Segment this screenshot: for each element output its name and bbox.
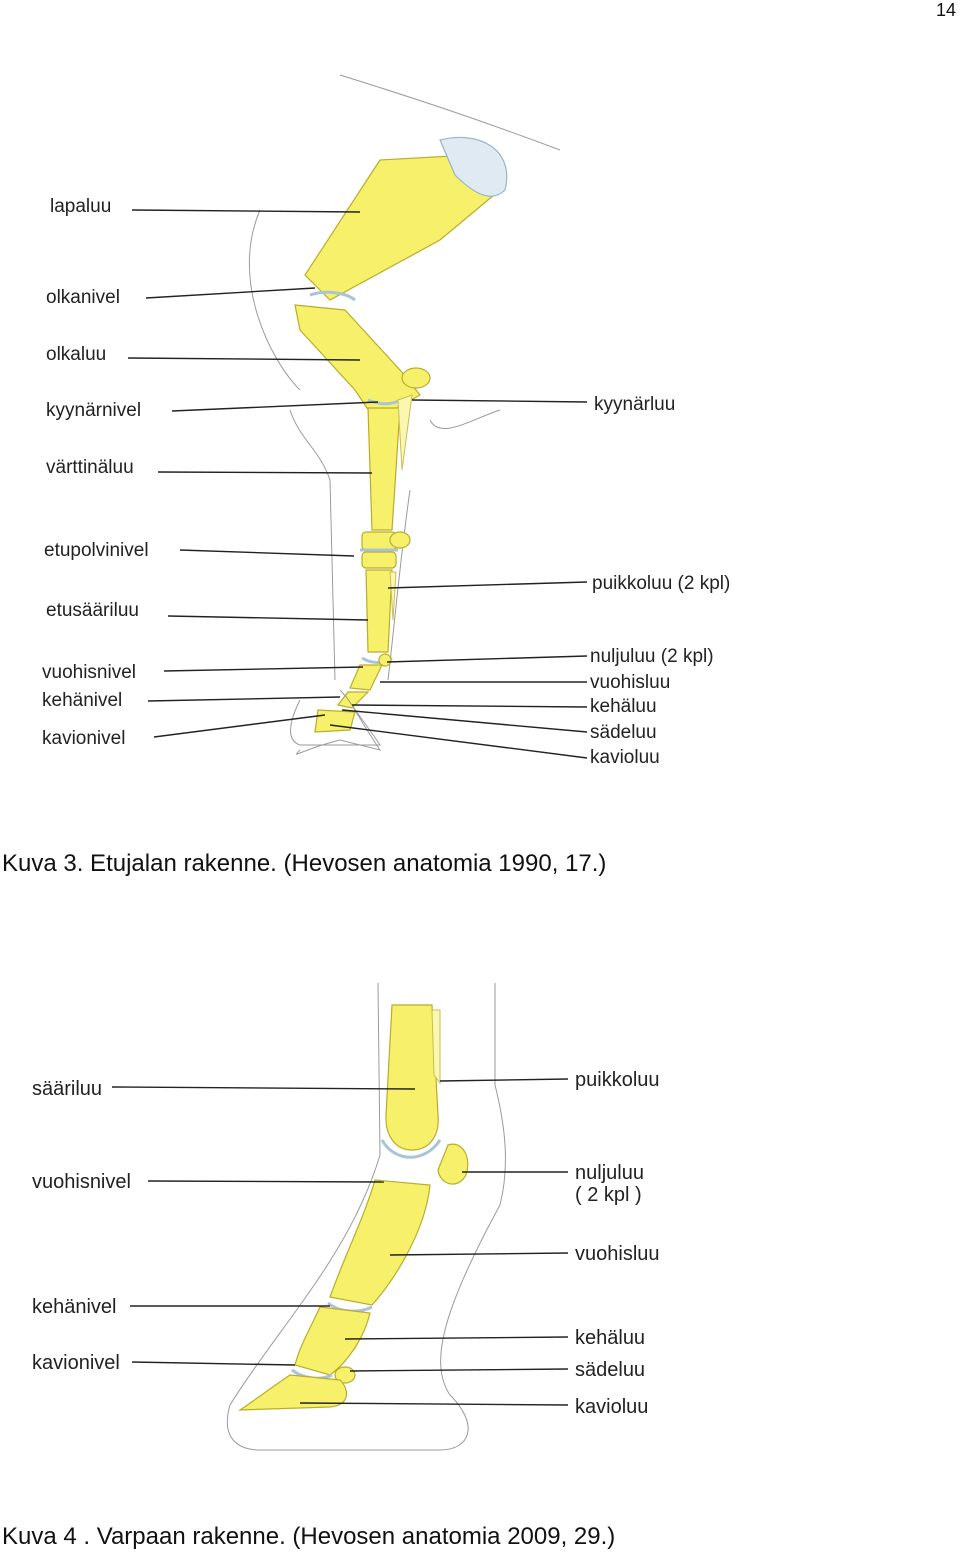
label-nuljuluu-count: ( 2 kpl ) — [575, 1184, 642, 1206]
label-kehanivel: kehänivel — [42, 690, 123, 711]
label-kyynarnivel: kyynärnivel — [46, 400, 142, 421]
label-sadeluu-2: sädeluu — [575, 1359, 646, 1381]
label-puikkoluu-2: puikkoluu — [575, 1069, 660, 1091]
label-etupolvinivel: etupolvinivel — [44, 540, 149, 561]
label-kavionivel-2: kavionivel — [32, 1352, 120, 1374]
label-varttinaluu: värttinäluu — [46, 457, 134, 478]
figure2-caption: Kuva 4 . Varpaan rakenne. (Hevosen anatomia 2009, 29.) — [2, 1523, 616, 1550]
label-kavionivel: kavionivel — [42, 728, 126, 749]
label-kehanivel-2: kehänivel — [32, 1296, 117, 1318]
foreleg-illustration — [0, 60, 820, 830]
label-kavioluu: kavioluu — [590, 747, 660, 768]
label-nuljuluu-2: nuljuluu — [575, 1162, 644, 1184]
figure1-caption: Kuva 3. Etujalan rakenne. (Hevosen anatomia 1990, 17.) — [2, 850, 607, 877]
label-puikkoluu: puikkoluu (2 kpl) — [592, 573, 731, 594]
foreleg-anatomy-figure — [0, 60, 820, 830]
label-sadeluu: sädeluu — [590, 722, 657, 743]
label-vuohisnivel-2: vuohisnivel — [32, 1171, 131, 1193]
toe-illustration — [0, 935, 720, 1495]
label-kehaluu: kehäluu — [590, 696, 657, 717]
label-etusaariluu: etusääriluu — [46, 600, 139, 621]
label-nuljuluu: nuljuluu (2 kpl) — [590, 646, 714, 667]
label-olkanivel: olkanivel — [46, 287, 120, 308]
label-vuohisluu: vuohisluu — [590, 672, 671, 693]
page-number: 14 — [935, 0, 956, 20]
label-vuohisnivel: vuohisnivel — [42, 662, 136, 683]
label-kyynarluu: kyynärluu — [594, 394, 676, 415]
label-kavioluu-2: kavioluu — [575, 1396, 649, 1418]
label-kehaluu-2: kehäluu — [575, 1327, 646, 1349]
toe-anatomy-figure — [0, 935, 720, 1495]
label-olkaluu: olkaluu — [46, 344, 107, 365]
label-vuohisluu-2: vuohisluu — [575, 1243, 660, 1265]
label-saariluu: sääriluu — [32, 1078, 103, 1100]
label-lapaluu: lapaluu — [50, 196, 112, 217]
